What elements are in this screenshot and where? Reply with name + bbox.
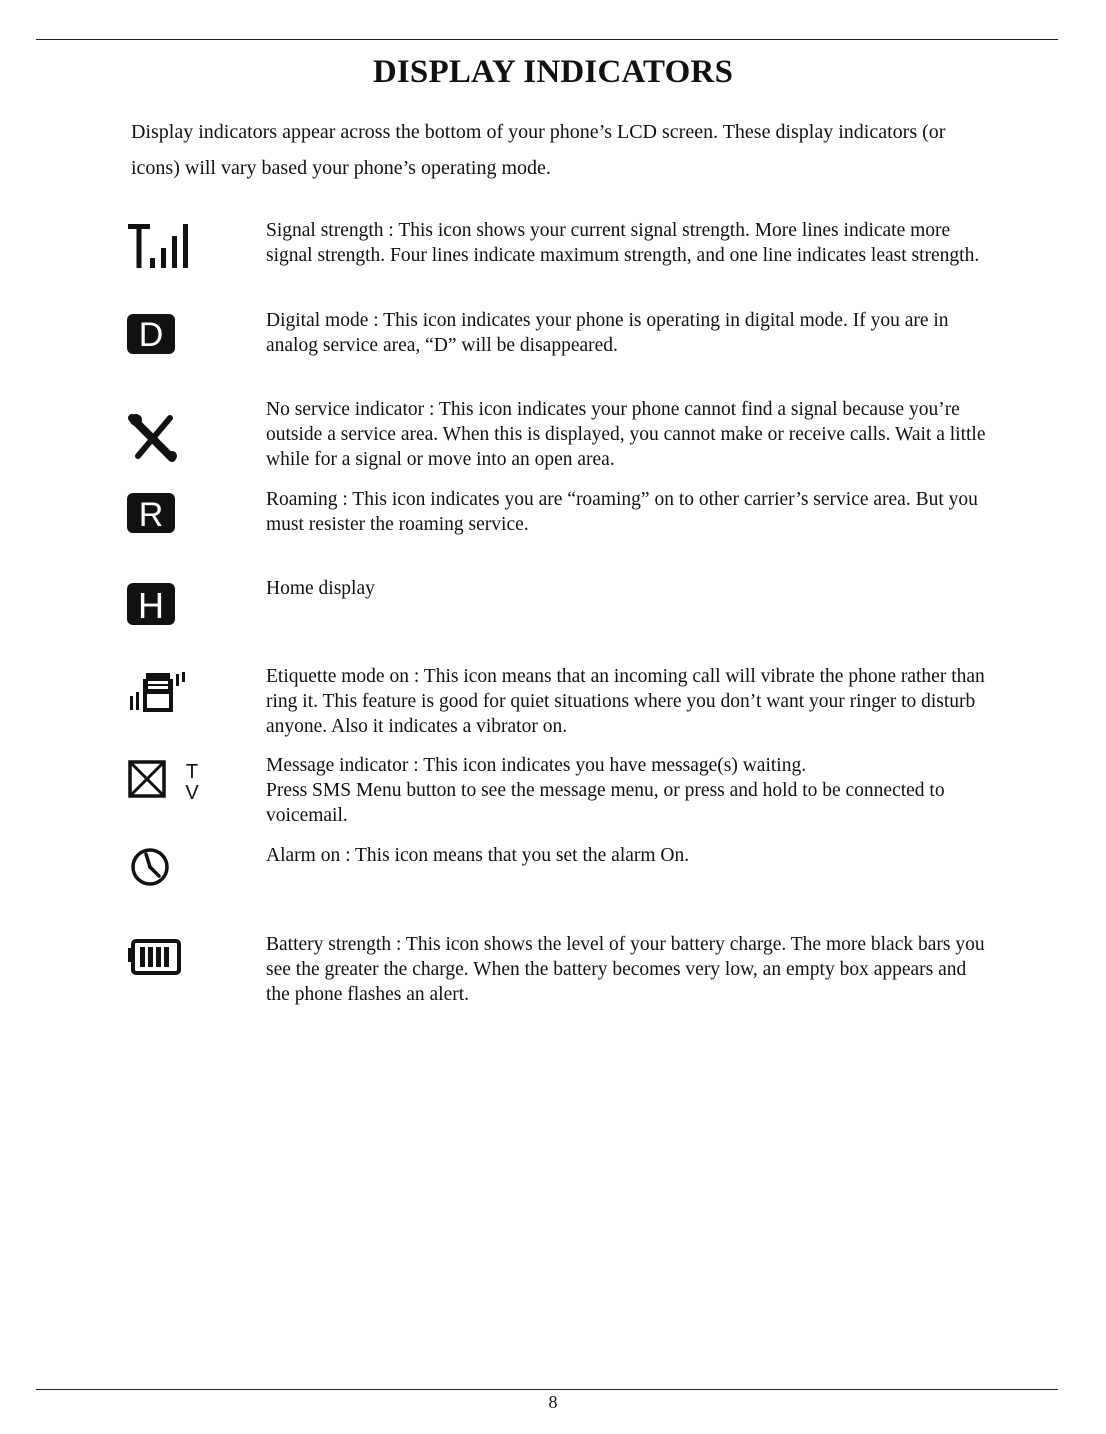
svg-text:V: V <box>185 782 199 804</box>
battery-strength-description: Battery strength : This icon shows the level of your battery charge. The more black bars you see the greater the charge. When the battery becomes very low, an empty box appears and the phone flashes an alert. <box>266 934 985 1005</box>
etiquette-mode-icon <box>128 670 188 717</box>
intro-paragraph: Display indicators appear across the bottom of your phone’s LCD screen. These display indicators (or icons) will vary based your phone’s operating mode. <box>131 121 946 179</box>
home-display-icon <box>127 583 175 630</box>
svg-text:T: T <box>185 761 199 783</box>
bottom-rule <box>36 1389 1058 1390</box>
no-service-description: No service indicator : This icon indicates your phone cannot find a signal because you’re outside a service area. When this is displayed, you cannot make or receive calls. Wait a little while for a signal or move into an open area. <box>266 399 986 470</box>
digital-mode-icon <box>127 314 175 359</box>
svg-text:D: D <box>138 316 164 354</box>
digital-mode-description: Digital mode : This icon indicates your phone is operating in digital mode. If you are in analog service area, “D” will be disappeared. <box>266 310 949 356</box>
signal-strength-description: Signal strength : This icon shows your current signal strength. More lines indicate more signal strength. Four lines indicate maximum strength, and one line indicates least strength. <box>266 220 980 266</box>
svg-text:H: H <box>138 585 164 625</box>
signal-strength-icon <box>128 224 208 277</box>
message-indicator-description <box>266 753 986 828</box>
battery-strength-icon <box>128 938 182 981</box>
etiquette-mode-description: Etiquette mode on : This icon means that an incoming call will vibrate the phone rather than ring it. This feature is good for quiet situations where you don’t want your ringer to disturb anyone. Also it indicates a vibrator on. <box>266 666 985 737</box>
page-number: 8 <box>548 1392 558 1412</box>
page-title: DISPLAY INDICATORS <box>372 54 734 90</box>
roaming-icon <box>127 493 175 538</box>
roaming-description: Roaming : This icon indicates you are “roaming” on to other carrier’s service area. But you must resister the roaming service. <box>266 489 978 535</box>
alarm-icon <box>130 845 174 894</box>
top-rule <box>36 39 1058 40</box>
svg-text:R: R <box>138 496 164 533</box>
message-indicator-icon <box>128 756 208 813</box>
message-indicator-line2: Press SMS Menu button to see the message menu, or press and hold to be connected to voicemail. <box>266 780 945 826</box>
alarm-description: Alarm on : This icon means that you set the alarm On. <box>266 845 690 866</box>
message-indicator-line1: Message indicator : This icon indicates you have message(s) waiting. <box>266 755 807 776</box>
no-service-icon <box>128 412 184 469</box>
home-display-description: Home display <box>266 578 375 599</box>
